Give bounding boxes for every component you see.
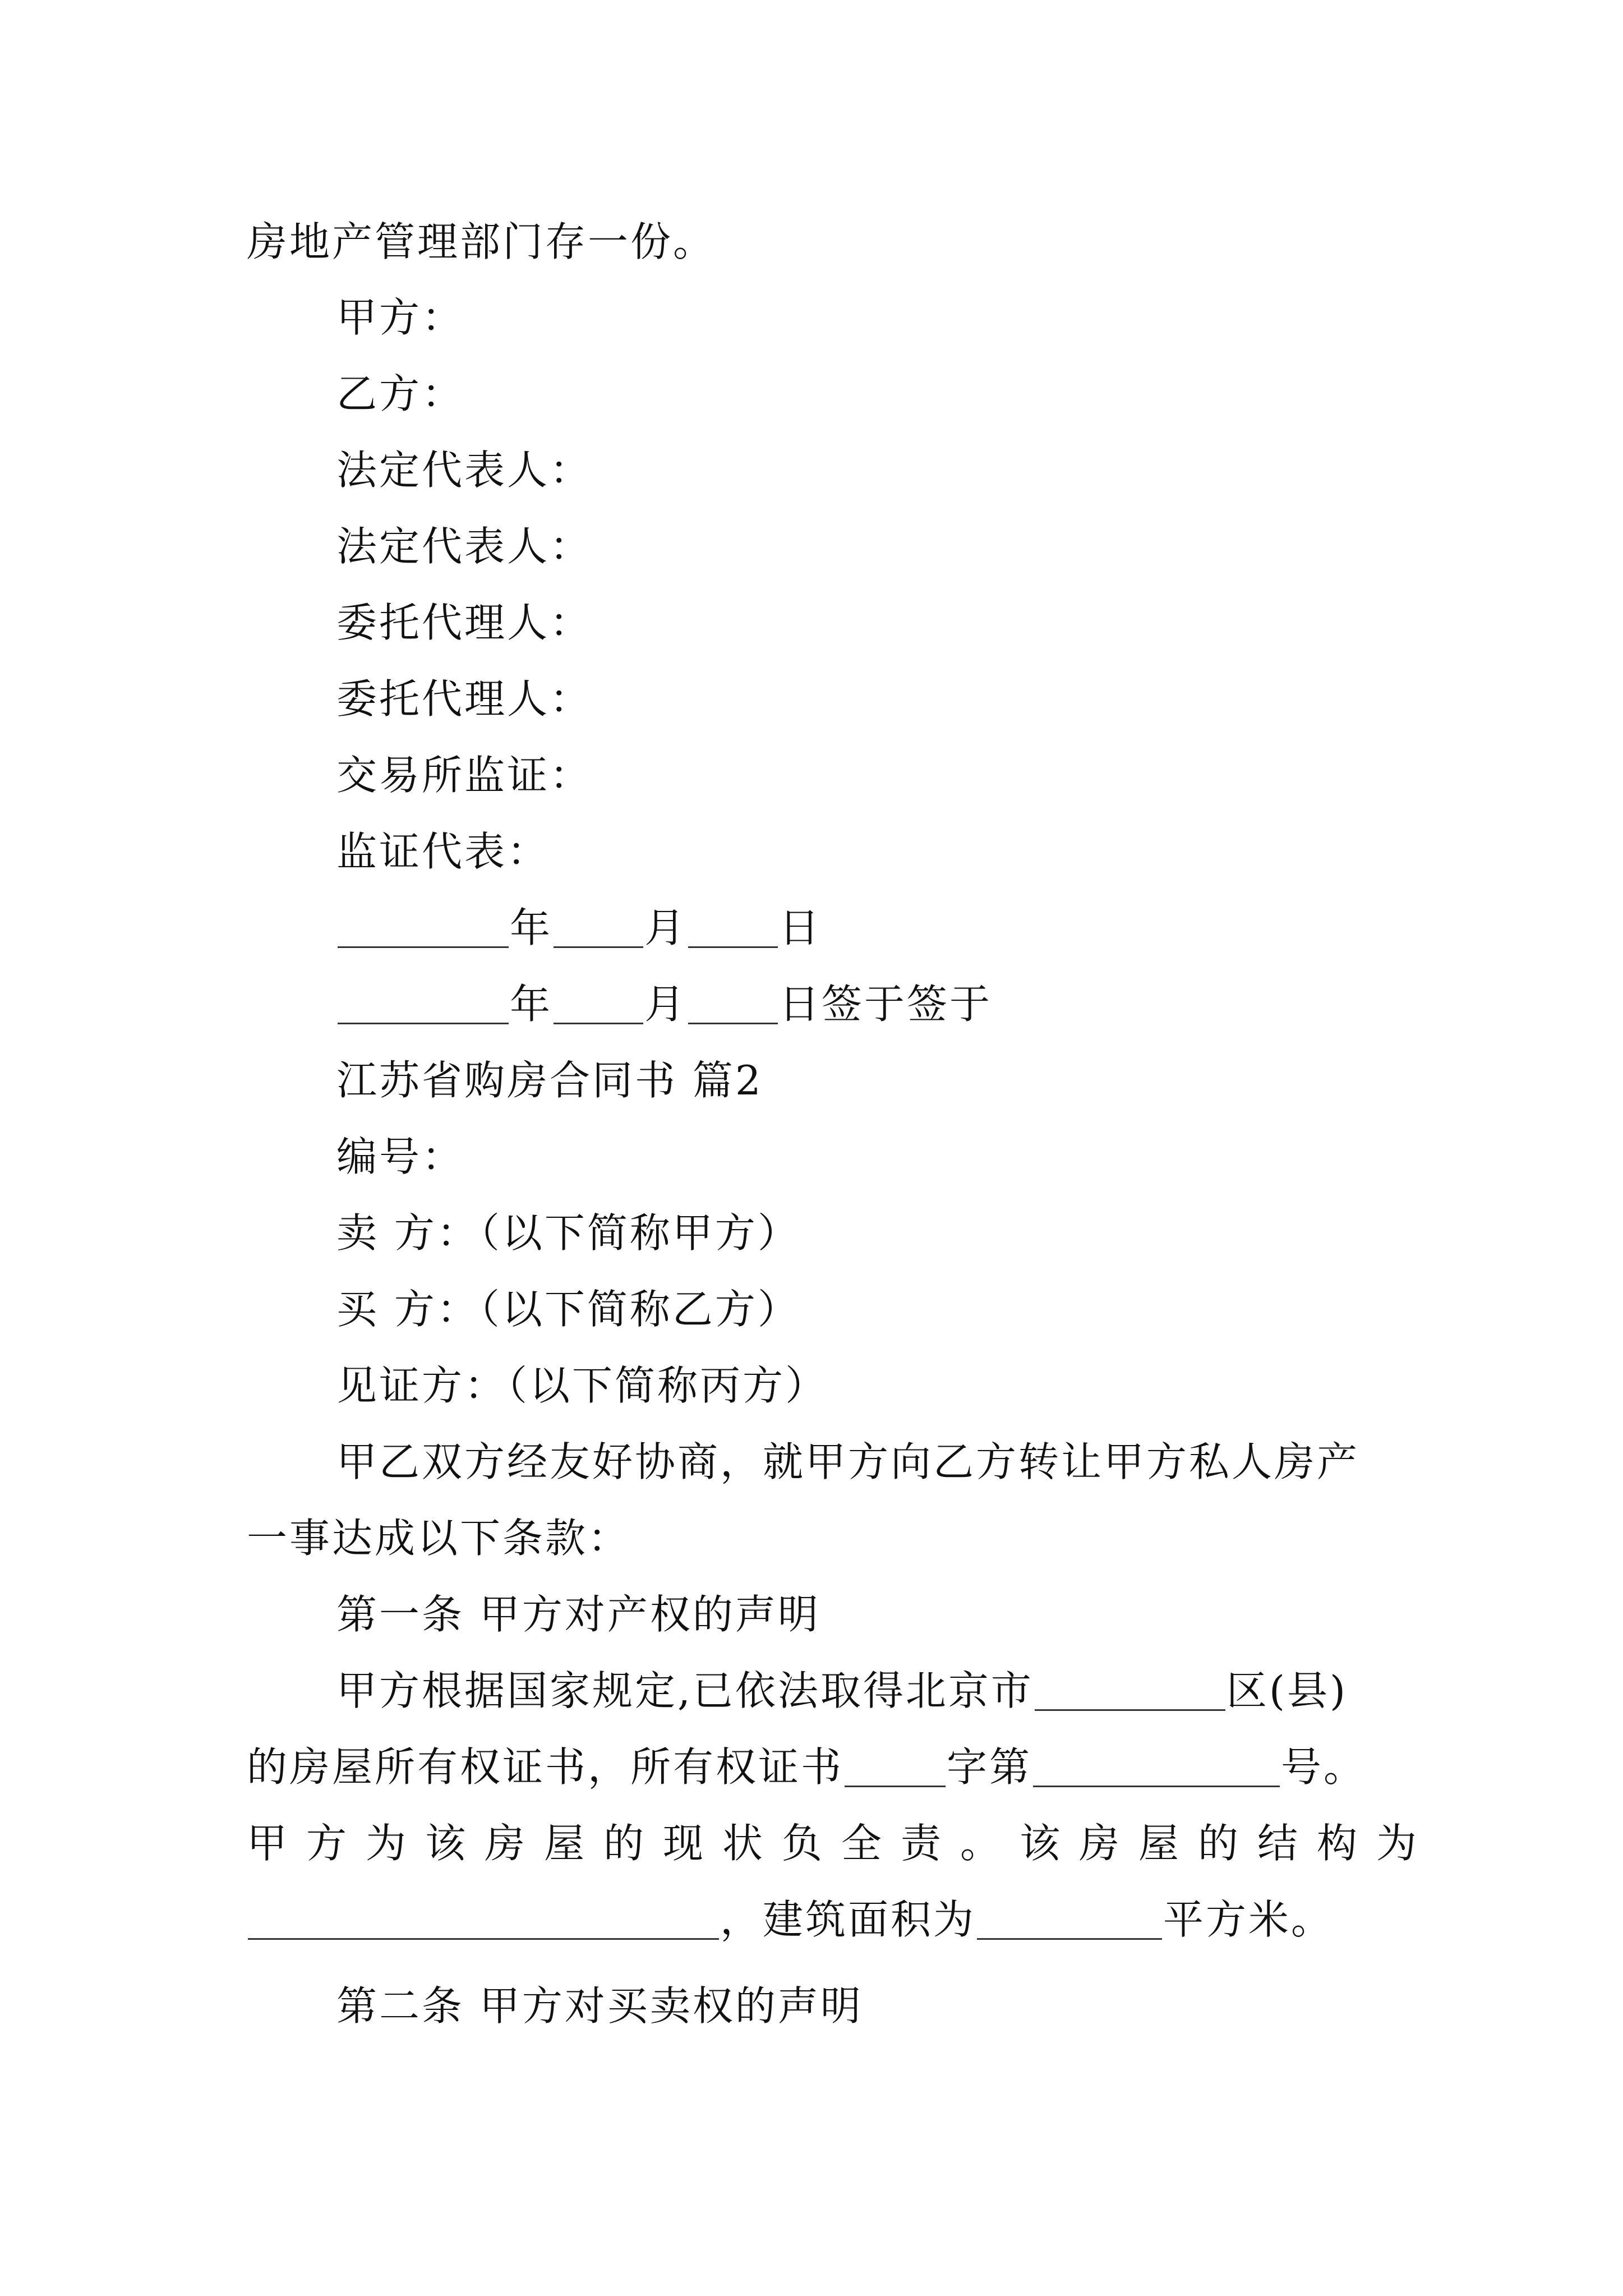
legal-representative-label: 法定代表人：: [336, 447, 593, 494]
contract-section-title: 江苏省购房合同书 篇2: [336, 1057, 763, 1104]
certificate-number-blank: [1033, 1751, 1280, 1787]
month-label: 月: [644, 904, 688, 951]
paragraph-line: 甲乙双方经友好协商，就甲方向乙方转让甲方私人房产: [336, 1438, 1360, 1485]
month-blank: [554, 988, 643, 1024]
text-segment: 平方米。: [1163, 1896, 1334, 1943]
paragraph-line: [247, 1743, 1367, 1791]
seller-label: 卖 方：（以下简称甲方）: [336, 1209, 800, 1257]
area-blank: [977, 1903, 1162, 1940]
paragraph-line: 一事达成以下条款：: [247, 1515, 631, 1562]
text-segment: 区(县): [1226, 1667, 1348, 1714]
text-segment: 字第: [947, 1743, 1032, 1791]
authorized-agent-label: 委托代理人：: [336, 675, 593, 723]
supervision-representative-label: 监证代表：: [336, 828, 550, 875]
certificate-prefix-blank: [845, 1751, 946, 1787]
structure-blank: [248, 1903, 719, 1940]
authorized-agent-label: 委托代理人：: [336, 599, 593, 646]
party-b-label: 乙方：: [336, 370, 465, 417]
paragraph-line: [247, 1896, 1334, 1943]
witness-label: 见证方：（以下简称丙方）: [336, 1362, 828, 1409]
month-label: 月: [644, 981, 688, 1028]
date-line: [336, 904, 822, 951]
text-segment: ，建筑面积为: [720, 1896, 976, 1943]
year-blank: [338, 988, 509, 1024]
text-segment: 的房屋所有权证书，所有权证书: [247, 1743, 844, 1791]
party-a-label: 甲方：: [336, 294, 465, 341]
paragraph-line: 甲方为该房屋的现状负全责。该房屋的结构为: [247, 1820, 1436, 1867]
serial-number-label: 编号：: [336, 1133, 465, 1180]
month-blank: [554, 912, 643, 948]
signing-date-line: [336, 981, 993, 1028]
text-segment: 甲方根据国家规定,已依法取得北京市: [336, 1667, 1034, 1714]
exchange-supervision-label: 交易所监证：: [336, 752, 593, 799]
year-label: 年: [510, 981, 553, 1028]
day-label: 日: [779, 904, 822, 951]
district-blank: [1035, 1674, 1225, 1711]
buyer-label: 买 方：（以下简称乙方）: [336, 1286, 800, 1333]
year-label: 年: [510, 904, 553, 951]
year-blank: [338, 912, 509, 948]
text-segment: 号。: [1281, 1743, 1367, 1791]
day-blank: [688, 988, 778, 1024]
article-heading: 第二条 甲方对买卖权的声明: [336, 1982, 863, 2030]
day-blank: [688, 912, 778, 948]
legal-representative-label: 法定代表人：: [336, 523, 593, 570]
article-heading: 第一条 甲方对产权的声明: [336, 1591, 820, 1638]
day-signed-label: 日签于签于: [779, 981, 993, 1028]
paragraph-line: [336, 1667, 1348, 1714]
text-line: 房地产管理部门存一份。: [247, 218, 716, 265]
